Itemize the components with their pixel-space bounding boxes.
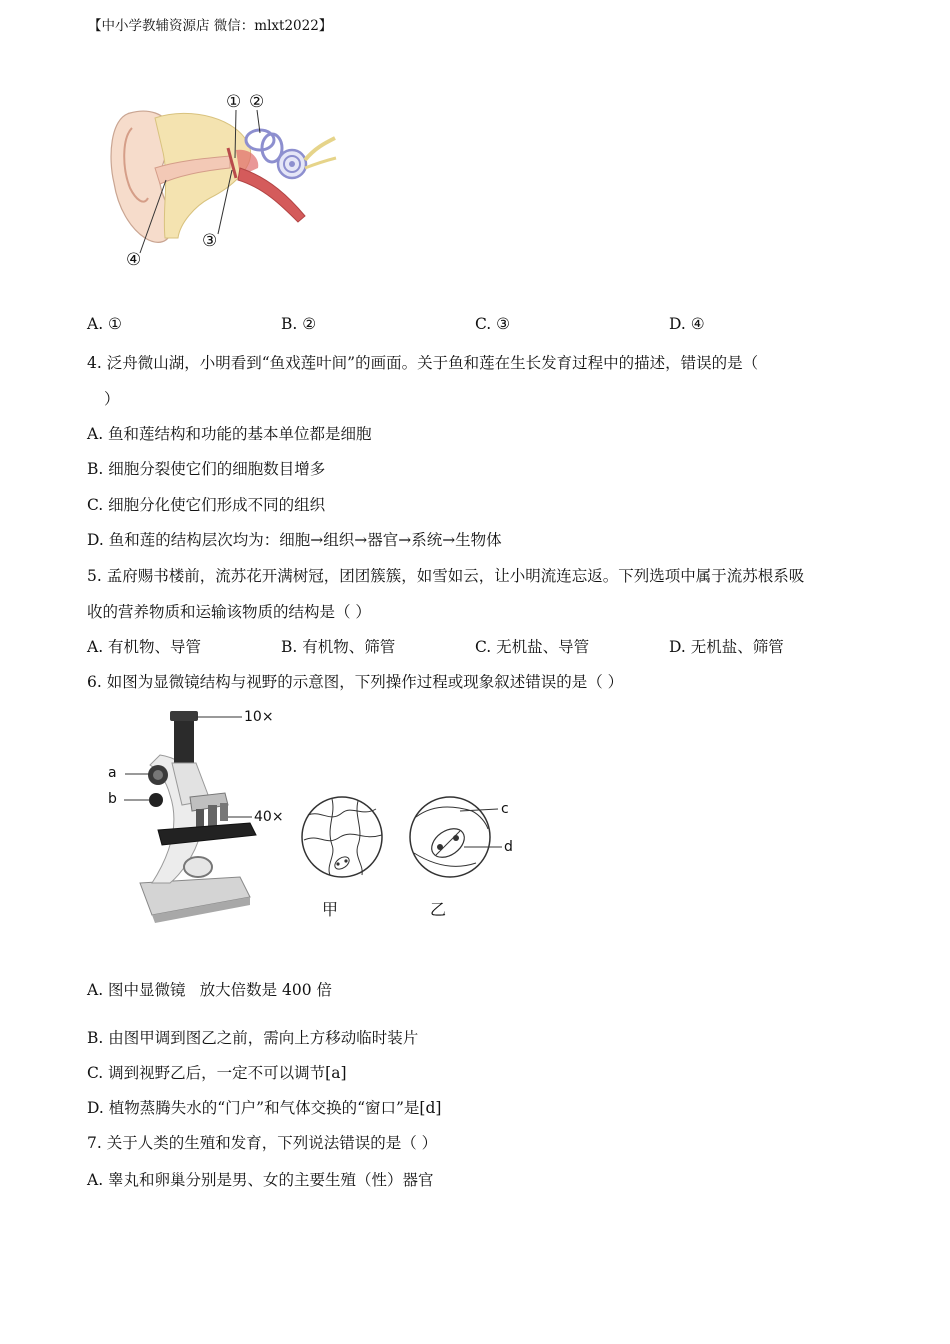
label-view-yi: 乙 [430,900,447,919]
q3-option-b: B. ② [281,315,317,333]
q6-option-c: C. 调到视野乙后，一定不可以调节[a] [87,1064,347,1082]
label-eyepiece: 10× [244,709,274,725]
q3-option-a: A. ① [87,315,122,333]
q6-option-d: D. 植物蒸腾失水的“门户”和气体交换的“窗口”是[d] [87,1099,442,1117]
microscope-figure [100,705,520,925]
q3-option-c: C. ③ [475,315,511,333]
label-c: c [501,801,509,817]
ear-label-4: ④ [126,250,142,270]
q4-stem-line1: 4. 泛舟微山湖，小明看到“鱼戏莲叶间”的画面。关于鱼和莲在生长发育过程中的描述，错误的是（ [87,354,759,372]
label-a: a [108,765,117,781]
ear-label-3: ③ [202,231,218,251]
microscope-diagram [100,705,520,925]
label-view-jia: 甲 [322,900,339,919]
q6-option-b: B. 由图甲调到图乙之前，需向上方移动临时装片 [87,1029,419,1047]
q5-option-b: B. 有机物、筛管 [281,638,396,656]
q4-option-c: C. 细胞分化使它们形成不同的组织 [87,496,326,514]
q4-option-b: B. 细胞分裂使它们的细胞数目增多 [87,460,326,478]
q7-stem: 7. 关于人类的生殖和发育，下列说法错误的是（ ） [87,1134,438,1152]
ear-figure [100,88,340,278]
label-b: b [108,791,117,807]
label-d: d [504,839,513,855]
q4-option-d: D. 鱼和莲的结构层次均为：细胞→组织→器官→系统→生物体 [87,531,502,549]
q6-option-a-pre: A. 图中显微镜 [87,981,186,999]
q5-stem-line2: 收的营养物质和运输该物质的结构是（ ） [87,603,371,621]
q6-option-a [87,978,332,1000]
q5-option-d: D. 无机盐、筛管 [669,638,784,656]
q5-option-c: C. 无机盐、导管 [475,638,590,656]
q5-stem-line1: 5. 孟府赐书楼前，流苏花开满树冠，团团簇簇，如雪如云，让小明流连忘返。下列选项中属于流苏根系吸 [87,567,805,585]
q5-option-a: A. 有机物、导管 [87,638,202,656]
q3-option-d: D. ④ [669,315,705,333]
ear-label-2: ② [249,92,265,112]
q7-option-a: A. 睾丸和卵巢分别是男、女的主要生殖（性）器官 [87,1171,434,1189]
label-objective: 40× [254,809,284,825]
q4-stem-line2: ） [104,390,120,408]
q6-stem: 6. 如图为显微镜结构与视野的示意图，下列操作过程或现象叙述错误的是（ ） [87,673,624,691]
ear-label-1: ① [226,92,242,112]
q4-option-a: A. 鱼和莲结构和功能的基本单位都是细胞 [87,425,372,443]
q6-option-a-post: 放大倍数是 400 倍 [199,981,333,999]
page-header: 【中小学教辅资源店 微信：mlxt2022】 [88,18,333,34]
